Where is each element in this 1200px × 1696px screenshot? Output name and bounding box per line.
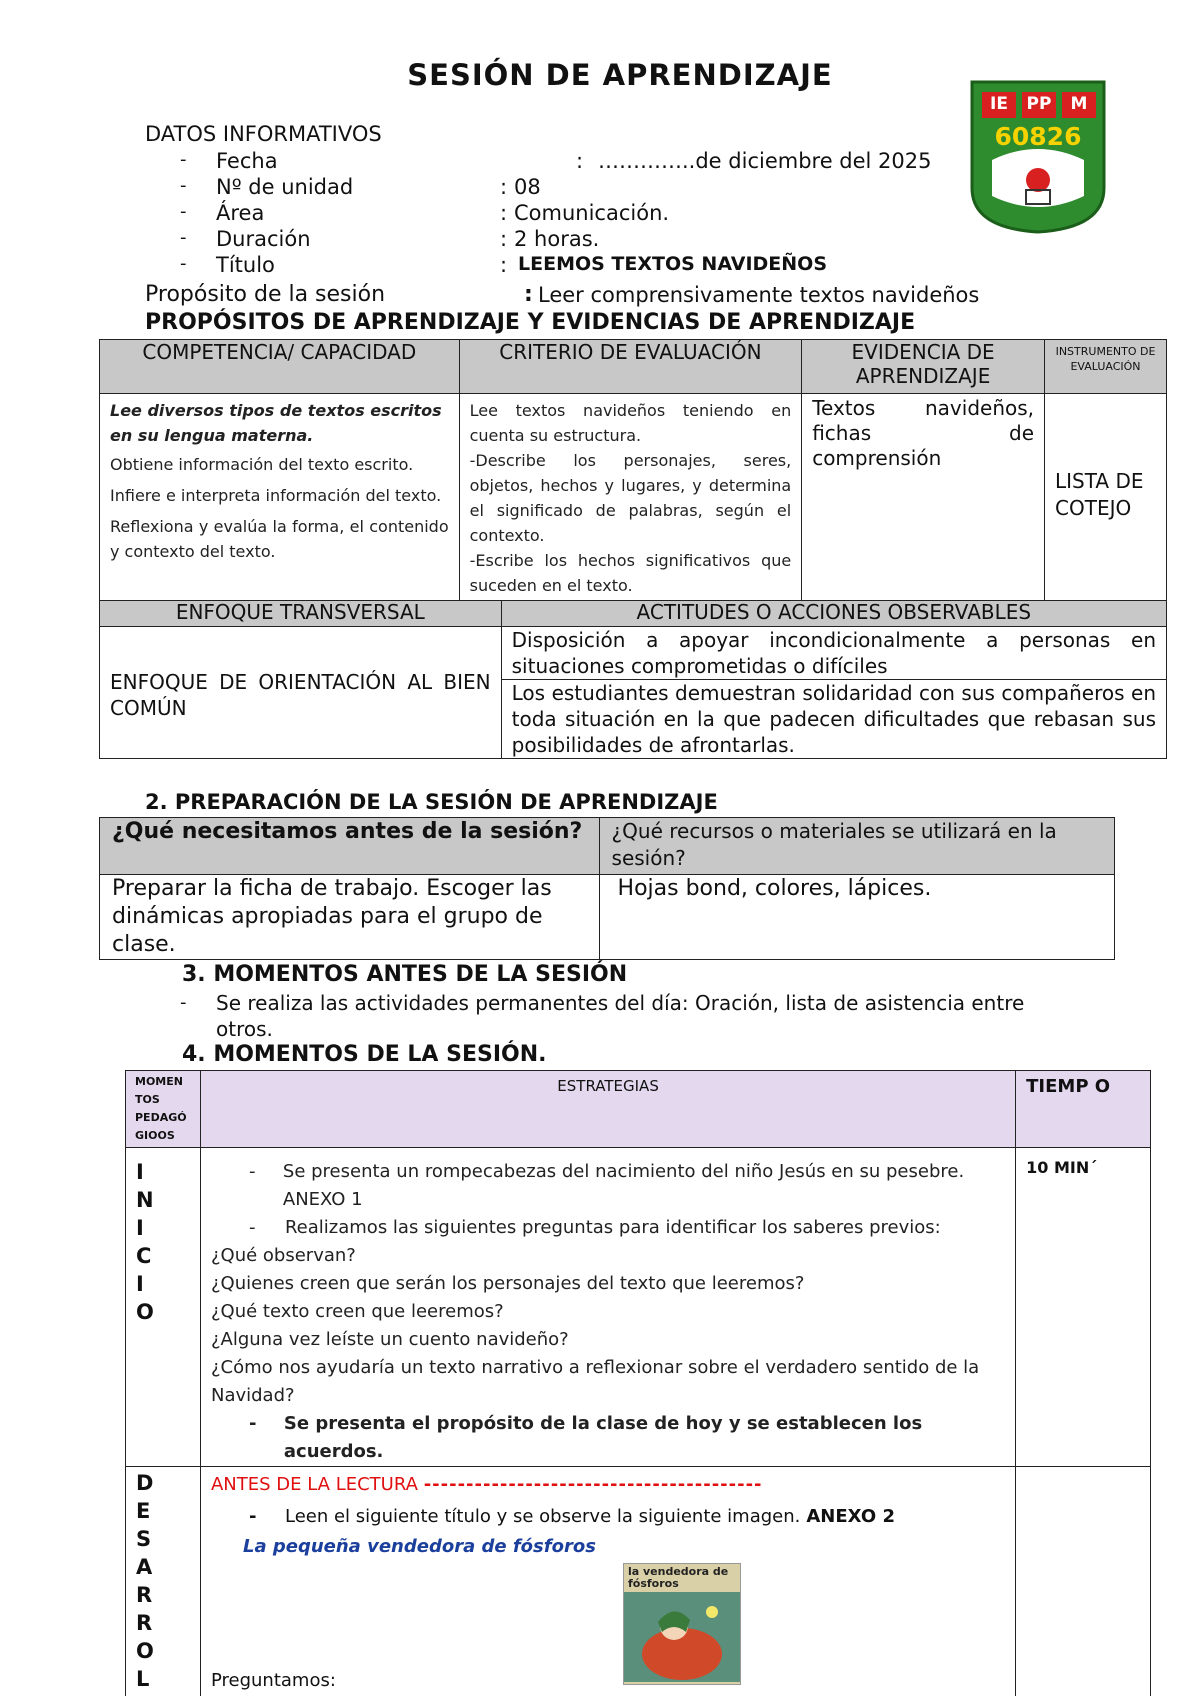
story-title: La pequeña vendedora de fósforos [242, 1536, 596, 1557]
section3-item: Se realiza las actividades permanentes del día: Oración, lista de asistencia entre otros. [216, 991, 1025, 1041]
actitudes-header: ACTITUDES O ACCIONES OBSERVABLES [501, 601, 1166, 627]
section3-heading: 3. MOMENTOS ANTES DE LA SESIÓN [182, 962, 628, 987]
competencias-table [99, 339, 1167, 603]
inicio-letters: I N I C I O [126, 1148, 201, 1467]
question-item: ¿Qué texto creen que leeremos? [210, 1301, 504, 1322]
logo-m: M [1070, 94, 1088, 114]
enfoque-header: ENFOQUE TRANSVERSAL [100, 601, 502, 627]
girl-illustration-icon [624, 1592, 740, 1682]
q2-cell: ¿Qué recursos o materiales se utilizará en la sesión? [599, 818, 1114, 875]
enfoque-cell: ENFOQUE DE ORIENTACIÓN AL BIEN COMÚN [100, 627, 502, 759]
desarrollo-letters: D E S A R R O L [126, 1467, 201, 1696]
header-competencia: COMPETENCIA/ CAPACIDAD [100, 340, 460, 394]
question-item: ¿Cómo nos ayudaría un texto narrativo a reflexionar sobre el verdadero sentido de la Navidad? [210, 1357, 980, 1406]
preguntamos-label: Preguntamos: [210, 1670, 336, 1691]
criterio-item: -Describe los personajes, seres, objetos, hechos y lugares, y determina el significado de palabras, según el contexto. [469, 451, 792, 545]
question-item: ¿Qué observan? [210, 1245, 356, 1266]
proposito-sep: : [524, 282, 533, 307]
criterio-item: -Escribe los hechos significativos que suceden en el texto. [469, 551, 792, 595]
header-tiempo: TIEMP O [1016, 1071, 1151, 1148]
actitud-item: Los estudiantes demuestran solidaridad con sus compañeros en toda situación en la que padecen dificultades que rebasan sus posibilidades de afrontarlas. [501, 680, 1166, 759]
question-item: ¿Alguna vez leíste un cuento navideño? [210, 1329, 569, 1350]
section4-heading: 4. MOMENTOS DE LA SESIÓN. [182, 1042, 547, 1067]
desarrollo-time [1016, 1467, 1151, 1696]
antes-lectura: ANTES DE LA LECTURA ---------------------------------------- [210, 1474, 763, 1495]
inicio-estrategias [200, 1148, 1015, 1467]
momentos-table [125, 1070, 1151, 1696]
proposito-value: Leer comprensivamente textos navideños [538, 283, 980, 307]
capacidad-item: Obtiene información del texto escrito. [110, 455, 414, 474]
inicio-time: 10 MIN´ [1016, 1148, 1151, 1467]
header-instrumento: INSTRUMENTO DE EVALUACIÓN [1045, 340, 1167, 394]
book-cover-title: la vendedora de fósforos [627, 1565, 729, 1590]
logo-number: 60826 [994, 122, 1082, 151]
section1-heading: PROPÓSITOS DE APRENDIZAJE Y EVIDENCIAS DE APRENDIZAJE [145, 310, 916, 335]
instrumento-cell: LISTA DE COTEJO [1045, 394, 1167, 603]
a1-cell: Preparar la ficha de trabajo. Escoger las dinámicas apropiadas para el grupo de clase. [100, 875, 600, 960]
section3-dash: - [180, 992, 187, 1013]
competencia-cell [100, 394, 460, 603]
list-item: - Se presenta el propósito de la clase de hoy y se establecen los acuerdos. [248, 1413, 923, 1462]
header-criterio: CRITERIO DE EVALUACIÓN [459, 340, 802, 394]
list-item: - Leen el siguiente título y se observe la siguiente imagen. ANEXO 2 [248, 1506, 895, 1527]
preparacion-table [99, 817, 1115, 960]
criterio-cell [459, 394, 802, 603]
list-item: - Realizamos las siguientes preguntas para identificar los saberes previos: [248, 1217, 941, 1238]
logo-pp: PP [1026, 94, 1052, 114]
list-item: - Se presenta un rompecabezas del nacimiento del niño Jesús en su pesebre. ANEXO 1 [248, 1161, 965, 1210]
capacidad-item: Infiere e interpreta información del texto. [110, 486, 442, 505]
evidencia-cell: Textos navideños, fichas de comprensión [802, 394, 1045, 603]
enfoque-table [99, 600, 1167, 759]
header-estrategias: ESTRATEGIAS [200, 1071, 1015, 1148]
proposito-label: Propósito de la sesión [145, 282, 386, 307]
datos-heading: DATOS INFORMATIVOS [145, 122, 382, 146]
criterio-item: Lee textos navideños teniendo en cuenta su estructura. [469, 401, 792, 445]
page-title: SESIÓN DE APRENDIZAJE [407, 58, 833, 92]
capacidad-item: Reflexiona y evalúa la forma, el contenido y contexto del texto. [110, 517, 449, 561]
section2-heading: 2. PREPARACIÓN DE LA SESIÓN DE APRENDIZAJE [145, 790, 718, 814]
actitud-item: Disposición a apoyar incondicionalmente a personas en situaciones comprometidas o difíciles [501, 627, 1166, 680]
a2-cell: Hojas bond, colores, lápices. [599, 875, 1114, 960]
logo-ie: IE [990, 94, 1008, 114]
question-item: ¿Quienes creen que serán los personajes del texto que leeremos? [210, 1273, 805, 1294]
desarrollo-estrategias [200, 1467, 1015, 1696]
header-momentos: MOMEN TOS PEDAGÓ GIOOS [126, 1071, 201, 1148]
school-logo [968, 78, 1108, 234]
header-evidencia: EVIDENCIA DE APRENDIZAJE [802, 340, 1045, 394]
q1-cell: ¿Qué necesitamos antes de la sesión? [100, 818, 600, 875]
competencia-title: Lee diversos tipos de textos escritos en su lengua materna. [110, 401, 442, 445]
book-cover-image [623, 1563, 741, 1685]
